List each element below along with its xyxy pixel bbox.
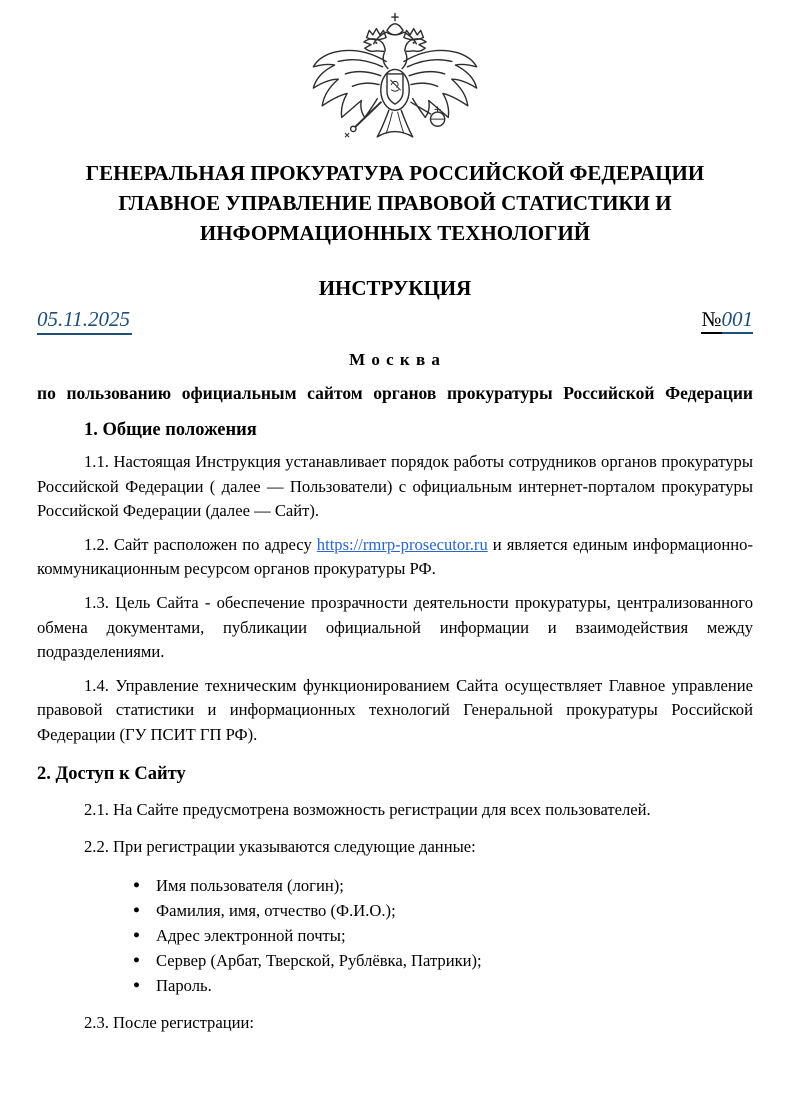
list-item: ● Имя пользователя (логин); — [133, 873, 753, 898]
paragraph-1-2-after-link: и является единым информационно-коммуникационным ресурсом органов прокуратуры РФ. — [37, 534, 754, 579]
list-item: ● Пароль. — [133, 973, 753, 998]
paragraph-2-2: 2.2. При регистрации указываются следующие данные: — [84, 837, 476, 857]
section-1-heading: 1. Общие положения — [84, 420, 257, 440]
document-title: ИНСТРУКЦИЯ — [318, 276, 472, 300]
paragraph-1-2 — [37, 533, 753, 582]
paragraph-1-4: 1.4. Управление техническим функционированием Сайта осуществляет Главное управление правовой статистики и информационных технологий Генеральной прокуратуры Российской Федерации (ГУ ПСИТ ГП РФ). — [37, 675, 753, 744]
list-item: ● Адрес электронной почты; — [133, 923, 753, 948]
paragraph-2-3: 2.3. После регистрации: — [84, 1012, 254, 1032]
paragraph-1-2-before-link: 1.2. Сайт расположен по адресу — [84, 534, 317, 554]
date-field: 05.11.2025 — [37, 307, 132, 335]
site-url-link[interactable]: https://rmrp-prosecutor.ru — [316, 534, 488, 554]
list-item: ● Сервер (Арбат, Тверской, Рублёвка, Патрики); — [133, 948, 753, 973]
date-number-row — [37, 307, 753, 335]
registration-fields-list — [37, 873, 753, 998]
list-item: ● Фамилия, имя, отчество (Ф.И.О.); — [133, 898, 753, 923]
document-subject: по пользованию официальным сайтом органов прокуратуры Российской Федерации — [37, 383, 753, 403]
russian-coat-of-arms-icon — [305, 10, 485, 152]
section-2-heading: 2. Доступ к Сайту — [37, 763, 186, 784]
number-value: 001 — [722, 307, 754, 334]
paragraph-1-1: 1.1. Настоящая Инструкция устанавливает порядок работы сотрудников органов прокуратуры Российской Федерации ( далее — Пользователи) с официальным интернет-порталом прокуратуры Российской Федерации (далее — Сайт). — [37, 452, 753, 521]
organization-name — [37, 158, 753, 248]
number-sign: № — [701, 307, 721, 334]
document-number — [701, 307, 753, 332]
org-name-line-1: ГЕНЕРАЛЬНАЯ ПРОКУРАТУРА РОССИЙСКОЙ ФЕДЕРАЦИИ — [85, 161, 705, 185]
org-name-line-2: ГЛАВНОЕ УПРАВЛЕНИЕ ПРАВОВОЙ СТАТИСТИКИ И — [118, 191, 672, 215]
city-line: М о с к в а — [349, 350, 441, 369]
paragraph-1-3: 1.3. Цель Сайта - обеспечение прозрачности деятельности прокуратуры, централизованного обмена документами, публикации официальной информации и взаимодействия между подразделениями. — [37, 592, 753, 662]
paragraph-2-1: 2.1. На Сайте предусмотрена возможность регистрации для всех пользователей. — [84, 799, 651, 819]
org-name-line-3: ИНФОРМАЦИОННЫХ ТЕХНОЛОГИЙ — [199, 221, 591, 245]
